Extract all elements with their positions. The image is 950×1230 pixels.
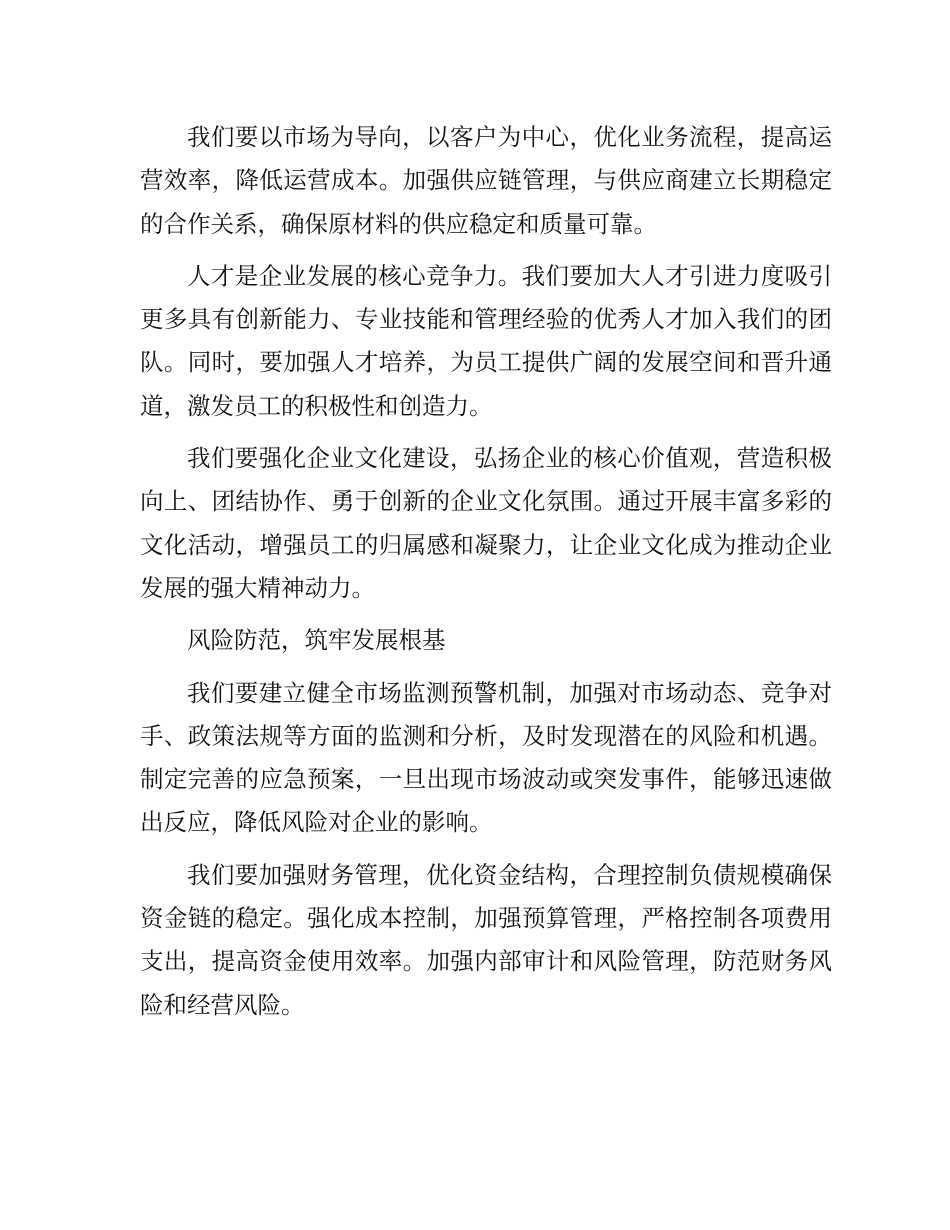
paragraph-finance: 我们要加强财务管理，优化资金结构，合理控制负债规模确保资金链的稳定。强化成本控制，加强预算管理，严格控制各项费用支出，提高资金使用效率。加强内部审计和风险管理，防范财务风险和经营风险。 [140,860,832,1019]
paragraph-risk-monitoring: 我们要建立健全市场监测预警机制，加强对市场动态、竞争对手、政策法规等方面的监测和分析，及时发现潜在的风险和机遇。制定完善的应急预案，一旦出现市场波动或突发事件，能够迅速做出反应，降低风险对企业的影响。 [140,678,832,837]
paragraph-talent: 人才是企业发展的核心竞争力。我们要加大人才引进力度吸引更多具有创新能力、专业技能和管理经验的优秀人才加入我们的团队。同时，要加强人才培养，为员工提供广阔的发展空间和晋升通道，激发员工的积极性和创造力。 [140,261,832,420]
document-body [140,116,832,1036]
section-heading-risk: 风险防范，筑牢发展根基 [187,626,446,655]
paragraph-culture: 我们要强化企业文化建设，弘扬企业的核心价值观，营造积极向上、团结协作、勇于创新的企业文化氛围。通过开展丰富多彩的文化活动，增强员工的归属感和凝聚力，让企业文化成为推动企业发展的强大精神动力。 [140,444,832,602]
paragraph-operations: 我们要以市场为导向，以客户为中心，优化业务流程，提高运营效率，降低运营成本。加强供应链管理，与供应商建立长期稳定的合作关系，确保原材料的供应稳定和质量可靠。 [140,123,832,238]
